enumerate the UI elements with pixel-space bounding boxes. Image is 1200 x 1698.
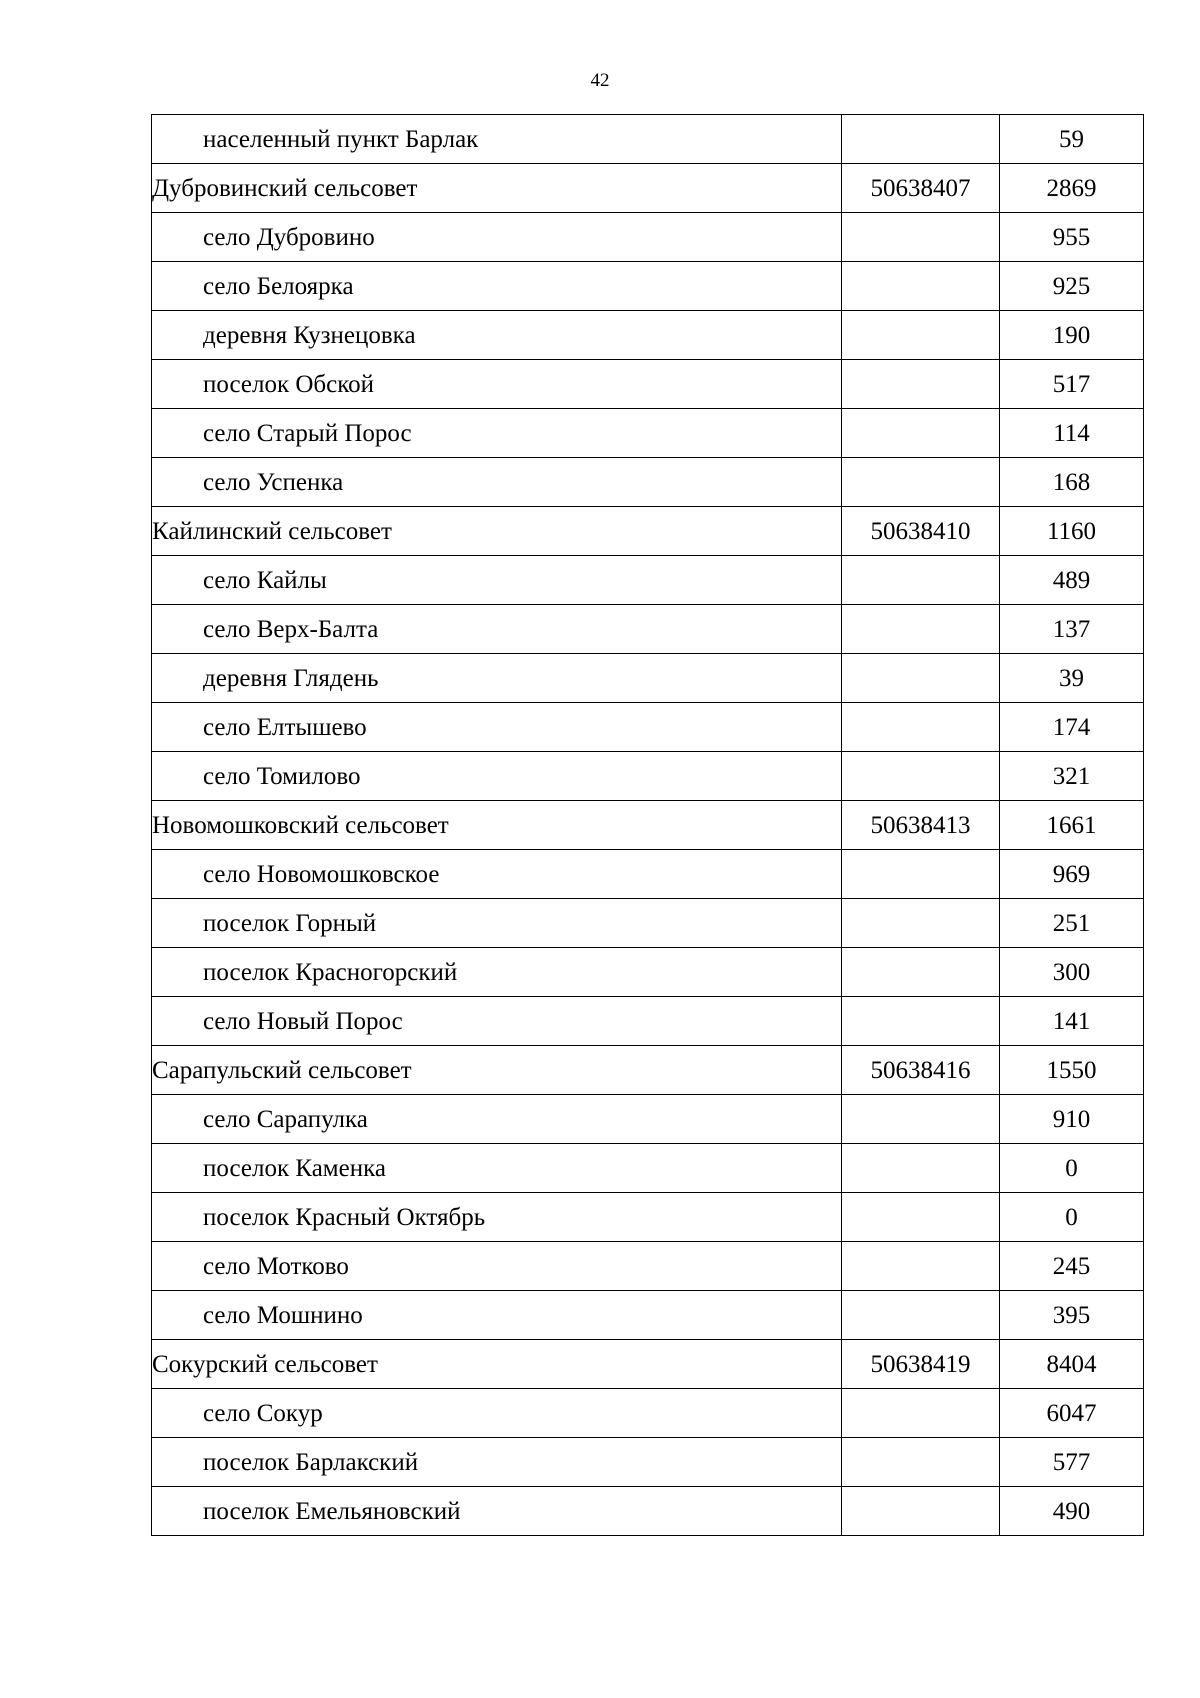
population-cell: 925 <box>1000 262 1144 311</box>
population-cell: 141 <box>1000 997 1144 1046</box>
settlement-name-cell: село Кайлы <box>152 556 842 605</box>
settlement-row <box>152 605 1144 654</box>
population-cell: 1550 <box>1000 1046 1144 1095</box>
council-row <box>152 801 1144 850</box>
settlement-name-cell: поселок Красный Октябрь <box>152 1193 842 1242</box>
population-cell: 969 <box>1000 850 1144 899</box>
settlement-name-cell: Новомошковский сельсовет <box>152 801 842 850</box>
settlement-name-cell: поселок Обской <box>152 360 842 409</box>
settlement-row <box>152 409 1144 458</box>
population-cell: 137 <box>1000 605 1144 654</box>
settlement-row <box>152 1095 1144 1144</box>
population-cell: 490 <box>1000 1487 1144 1536</box>
population-cell: 245 <box>1000 1242 1144 1291</box>
population-cell: 6047 <box>1000 1389 1144 1438</box>
population-cell: 0 <box>1000 1193 1144 1242</box>
settlement-row <box>152 948 1144 997</box>
oktmo-code-cell <box>842 1144 1000 1193</box>
oktmo-code-cell: 50638416 <box>842 1046 1000 1095</box>
oktmo-code-cell <box>842 1487 1000 1536</box>
settlement-name-cell: село Томилово <box>152 752 842 801</box>
settlement-row <box>152 1242 1144 1291</box>
council-row <box>152 1340 1144 1389</box>
population-cell: 517 <box>1000 360 1144 409</box>
population-cell: 1160 <box>1000 507 1144 556</box>
population-cell: 955 <box>1000 213 1144 262</box>
population-cell: 0 <box>1000 1144 1144 1193</box>
council-row <box>152 164 1144 213</box>
population-cell: 168 <box>1000 458 1144 507</box>
settlement-row <box>152 458 1144 507</box>
settlement-row <box>152 1193 1144 1242</box>
oktmo-code-cell: 50638413 <box>842 801 1000 850</box>
settlement-name-cell: село Мотково <box>152 1242 842 1291</box>
settlement-row <box>152 1291 1144 1340</box>
population-cell: 1661 <box>1000 801 1144 850</box>
oktmo-code-cell <box>842 1242 1000 1291</box>
population-cell: 39 <box>1000 654 1144 703</box>
settlement-row <box>152 1389 1144 1438</box>
settlement-row <box>152 115 1144 164</box>
oktmo-code-cell <box>842 654 1000 703</box>
settlement-name-cell: село Старый Порос <box>152 409 842 458</box>
settlement-name-cell: Сокурский сельсовет <box>152 1340 842 1389</box>
settlement-name-cell: село Верх-Балта <box>152 605 842 654</box>
settlement-row <box>152 752 1144 801</box>
settlement-name-cell: село Дубровино <box>152 213 842 262</box>
settlement-name-cell: поселок Красногорский <box>152 948 842 997</box>
oktmo-code-cell <box>842 899 1000 948</box>
settlement-name-cell: село Белоярка <box>152 262 842 311</box>
oktmo-code-cell <box>842 311 1000 360</box>
settlement-name-cell: Кайлинский сельсовет <box>152 507 842 556</box>
settlement-name-cell: деревня Кузнецовка <box>152 311 842 360</box>
population-cell: 577 <box>1000 1438 1144 1487</box>
settlement-name-cell: село Сокур <box>152 1389 842 1438</box>
population-cell: 251 <box>1000 899 1144 948</box>
population-cell: 59 <box>1000 115 1144 164</box>
settlement-name-cell: село Новый Порос <box>152 997 842 1046</box>
settlement-row <box>152 311 1144 360</box>
settlement-name-cell: поселок Барлакский <box>152 1438 842 1487</box>
table-body <box>152 115 1144 1536</box>
settlement-name-cell: село Елтышево <box>152 703 842 752</box>
settlement-name-cell: поселок Емельяновский <box>152 1487 842 1536</box>
population-cell: 300 <box>1000 948 1144 997</box>
oktmo-code-cell <box>842 115 1000 164</box>
oktmo-code-cell: 50638407 <box>842 164 1000 213</box>
settlement-row <box>152 899 1144 948</box>
oktmo-code-cell <box>842 262 1000 311</box>
settlements-table <box>151 114 1144 1536</box>
council-row <box>152 1046 1144 1095</box>
population-cell: 174 <box>1000 703 1144 752</box>
settlement-row <box>152 1487 1144 1536</box>
settlement-name-cell: село Сарапулка <box>152 1095 842 1144</box>
population-cell: 321 <box>1000 752 1144 801</box>
settlement-name-cell: поселок Каменка <box>152 1144 842 1193</box>
oktmo-code-cell <box>842 409 1000 458</box>
population-cell: 489 <box>1000 556 1144 605</box>
oktmo-code-cell <box>842 948 1000 997</box>
population-cell: 190 <box>1000 311 1144 360</box>
population-cell: 8404 <box>1000 1340 1144 1389</box>
oktmo-code-cell <box>842 850 1000 899</box>
settlement-name-cell: село Мошнино <box>152 1291 842 1340</box>
settlement-name-cell: Дубровинский сельсовет <box>152 164 842 213</box>
settlement-row <box>152 1438 1144 1487</box>
oktmo-code-cell <box>842 605 1000 654</box>
oktmo-code-cell <box>842 1389 1000 1438</box>
settlement-row <box>152 654 1144 703</box>
settlement-name-cell: Сарапульский сельсовет <box>152 1046 842 1095</box>
settlement-row <box>152 997 1144 1046</box>
oktmo-code-cell <box>842 556 1000 605</box>
settlement-row <box>152 703 1144 752</box>
settlement-row <box>152 1144 1144 1193</box>
settlement-name-cell: населенный пункт Барлак <box>152 115 842 164</box>
settlement-name-cell: село Успенка <box>152 458 842 507</box>
population-cell: 114 <box>1000 409 1144 458</box>
council-row <box>152 507 1144 556</box>
settlement-name-cell: село Новомошковское <box>152 850 842 899</box>
oktmo-code-cell <box>842 752 1000 801</box>
oktmo-code-cell: 50638410 <box>842 507 1000 556</box>
oktmo-code-cell <box>842 1095 1000 1144</box>
settlement-row <box>152 360 1144 409</box>
page-number: 42 <box>590 70 610 91</box>
settlement-name-cell: деревня Глядень <box>152 654 842 703</box>
settlement-name-cell: поселок Горный <box>152 899 842 948</box>
oktmo-code-cell <box>842 1193 1000 1242</box>
settlement-row <box>152 556 1144 605</box>
population-cell: 2869 <box>1000 164 1144 213</box>
oktmo-code-cell <box>842 703 1000 752</box>
settlement-row <box>152 213 1144 262</box>
oktmo-code-cell: 50638419 <box>842 1340 1000 1389</box>
population-cell: 395 <box>1000 1291 1144 1340</box>
settlement-row <box>152 262 1144 311</box>
oktmo-code-cell <box>842 1438 1000 1487</box>
population-cell: 910 <box>1000 1095 1144 1144</box>
oktmo-code-cell <box>842 458 1000 507</box>
oktmo-code-cell <box>842 213 1000 262</box>
settlement-row <box>152 850 1144 899</box>
oktmo-code-cell <box>842 1291 1000 1340</box>
oktmo-code-cell <box>842 360 1000 409</box>
oktmo-code-cell <box>842 997 1000 1046</box>
